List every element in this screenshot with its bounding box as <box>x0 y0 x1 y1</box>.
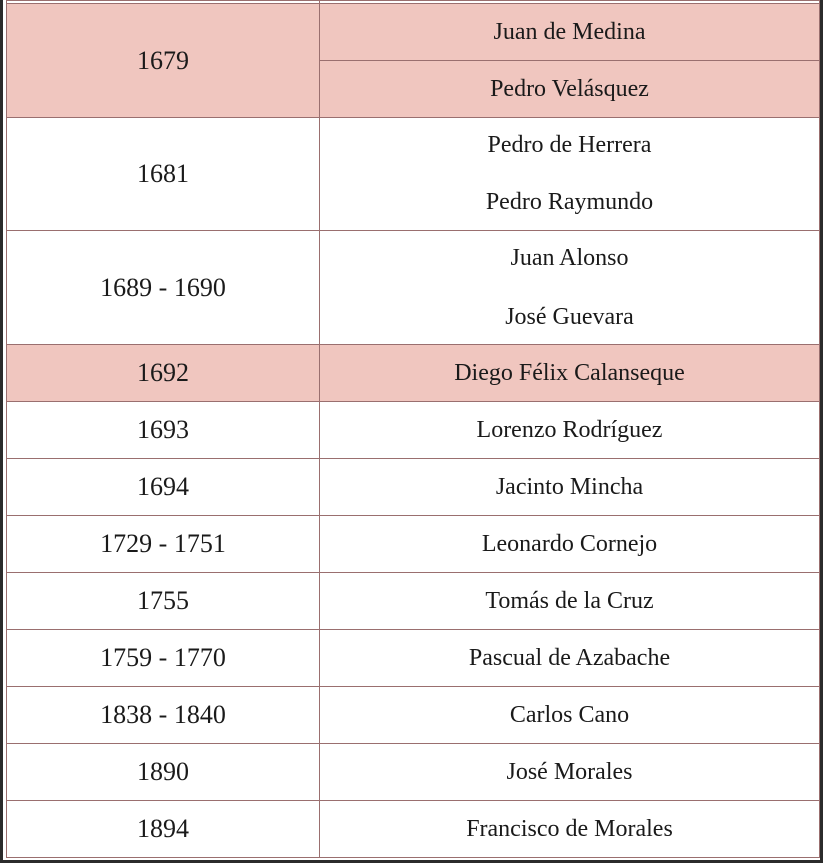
name-text: Tomás de la Cruz <box>485 587 654 614</box>
table-row <box>7 687 820 744</box>
name-text: Pedro Raymundo <box>485 189 654 215</box>
table-row <box>7 801 820 858</box>
name-cell <box>320 573 820 630</box>
year-cell: 1681 <box>7 118 320 231</box>
name-cell <box>320 345 820 402</box>
year-cell: 1890 <box>7 744 320 801</box>
name-text: Diego Félix Calanseque <box>454 359 685 386</box>
year-cell: 1679 <box>7 4 320 118</box>
name-stack <box>320 245 819 331</box>
name-text: Juan de Medina <box>493 18 646 45</box>
name-text: José Guevara <box>505 303 634 330</box>
name-cell <box>320 402 820 459</box>
name-text: Leonardo Cornejo <box>481 530 658 557</box>
name-cell <box>320 744 820 801</box>
year-cell: 1755 <box>7 573 320 630</box>
table-row <box>7 402 820 459</box>
table-row <box>7 744 820 801</box>
name-text: Carlos Cano <box>509 701 630 728</box>
table-row <box>7 630 820 687</box>
name-text: Francisco de Morales <box>466 815 673 842</box>
year-cell: 1689 - 1690 <box>7 231 320 345</box>
table-row <box>7 516 820 573</box>
table-row <box>7 231 820 345</box>
year-cell: 1759 - 1770 <box>7 630 320 687</box>
year-cell: 1894 <box>7 801 320 858</box>
name-cell <box>320 801 820 858</box>
table-row <box>7 345 820 402</box>
name-text: Pedro de Herrera <box>487 132 652 158</box>
year-cell: 1729 - 1751 <box>7 516 320 573</box>
name-text: Pascual de Azabache <box>468 644 671 671</box>
names-table <box>6 0 820 858</box>
name-cell <box>320 516 820 573</box>
name-cell <box>320 630 820 687</box>
name-cell <box>320 61 820 118</box>
year-cell: 1692 <box>7 345 320 402</box>
table-row <box>7 118 820 231</box>
year-cell: 1694 <box>7 459 320 516</box>
table-row <box>7 573 820 630</box>
name-cell <box>320 4 820 61</box>
name-cell <box>320 459 820 516</box>
name-text: José Morales <box>506 758 633 785</box>
name-text: Lorenzo Rodríguez <box>476 416 663 443</box>
name-cell <box>320 118 820 231</box>
table-row <box>7 4 820 61</box>
name-text: Jacinto Mincha <box>495 473 644 500</box>
name-cell <box>320 231 820 345</box>
name-stack <box>320 132 819 216</box>
table-row <box>7 459 820 516</box>
name-text: Juan Alonso <box>510 244 629 271</box>
name-cell <box>320 687 820 744</box>
year-cell: 1838 - 1840 <box>7 687 320 744</box>
year-cell: 1693 <box>7 402 320 459</box>
name-text: Pedro Velásquez <box>490 75 649 102</box>
